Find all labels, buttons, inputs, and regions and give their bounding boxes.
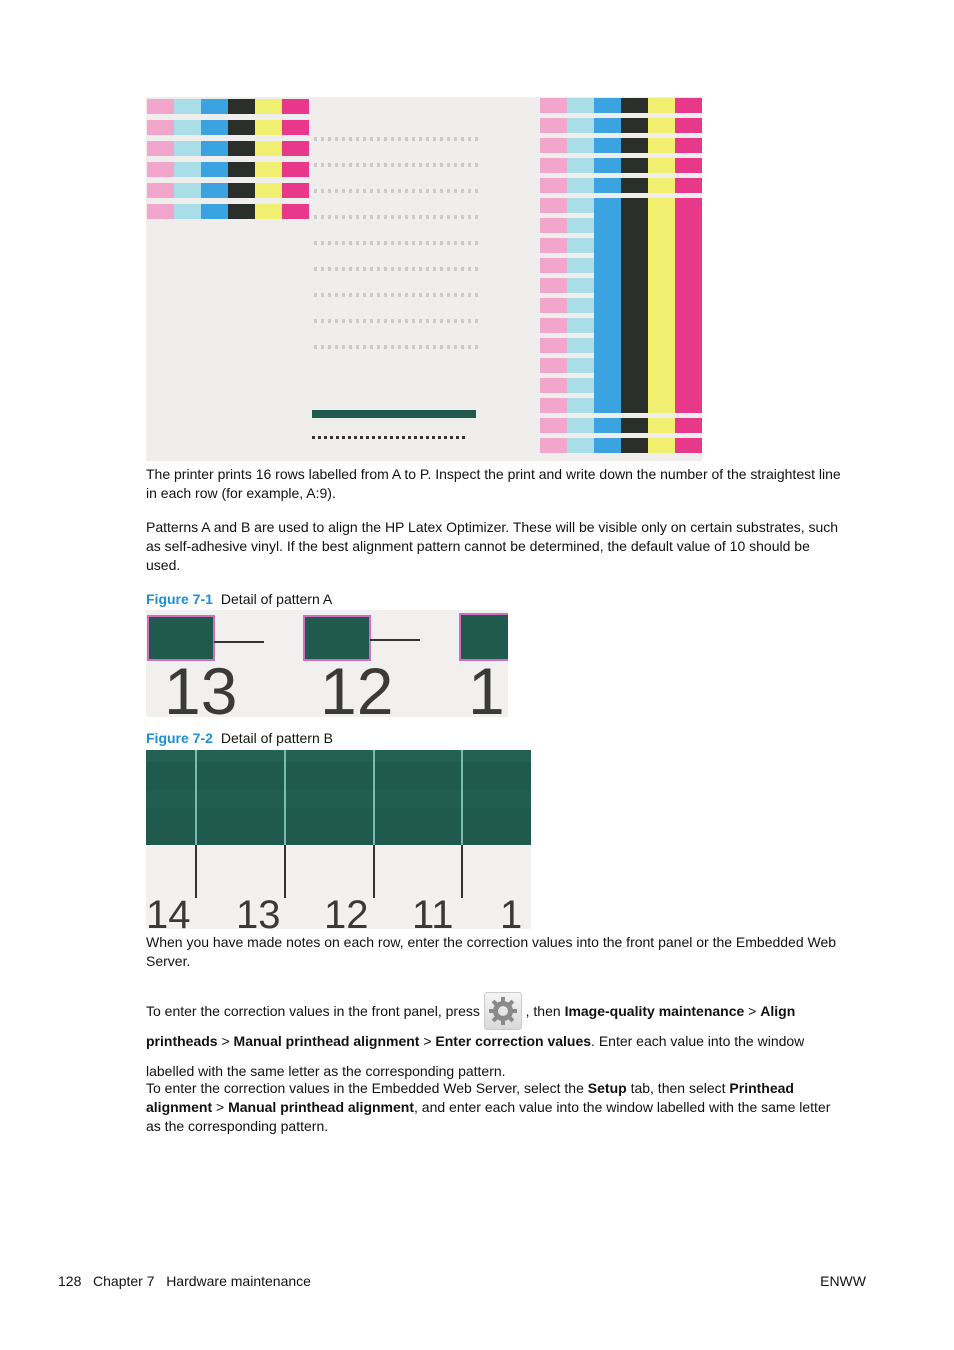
- page-number: 128: [58, 1273, 82, 1289]
- figure-label: Figure 7-2: [146, 730, 213, 746]
- chapter-title: Hardware maintenance: [166, 1273, 311, 1289]
- front-panel-paragraph: [146, 996, 846, 1086]
- figure-caption: Detail of pattern A: [220, 591, 333, 607]
- pattern-b-number: 14: [146, 893, 191, 929]
- text-span: . Enter each value into the window labelled with the same letter as the corresponding pattern.: [146, 1033, 805, 1079]
- pattern-b-number: 13: [236, 893, 281, 929]
- text-span: To enter the correction values in the Embedded Web Server, select the: [146, 1080, 584, 1096]
- text-span: , and enter each value into the window labelled with the same letter as the corresponding pattern.: [146, 1099, 831, 1134]
- pattern-a-number: 13: [164, 654, 238, 717]
- ews-paragraph: [146, 1079, 846, 1136]
- ews-manual-printhead-alignment: Manual printhead alignment: [228, 1099, 414, 1115]
- pattern-b-number: 1: [500, 893, 523, 929]
- path-separator: >: [748, 1003, 757, 1019]
- figure-7-1-caption: [146, 590, 332, 608]
- text-span: To enter the correction values in the front panel, press: [146, 1003, 480, 1019]
- patterns-paragraph: Patterns A and B are used to align the HP Latex Optimizer. These will be visible only on certain substrates, such as self-adhesive vinyl. If the best alignment pattern cannot be determined, the default value of 10 should be used.: [146, 519, 839, 573]
- figure-label: Figure 7-1: [146, 591, 213, 607]
- menu-path-image-quality-maintenance: Image-quality maintenance: [564, 1003, 745, 1019]
- figure-7-2-caption: [146, 729, 333, 747]
- pattern-a-number: 12: [320, 654, 394, 717]
- pattern-a-number: 1: [468, 654, 505, 717]
- menu-path-enter-correction-values: Enter correction values: [435, 1033, 592, 1049]
- text-span: , then: [525, 1003, 561, 1019]
- pattern-b-detail-photo: [146, 750, 531, 929]
- chapter-label: Chapter 7: [93, 1273, 155, 1289]
- pattern-a-detail-photo: [146, 610, 508, 717]
- pattern-b-number: 11: [412, 893, 454, 929]
- settings-gear-icon: [484, 992, 522, 1030]
- ews-setup-tab: Setup: [587, 1080, 627, 1096]
- figure-caption: Detail of pattern B: [220, 730, 333, 746]
- path-separator: >: [216, 1099, 225, 1115]
- notes-paragraph: When you have made notes on each row, enter the correction values into the front panel or the Embedded Web Server.: [146, 934, 837, 969]
- ews-printhead-alignment: Printhead alignment: [146, 1080, 794, 1115]
- intro-paragraph: The printer prints 16 rows labelled from A to P. Inspect the print and write down the number of the straightest line in each row (for example, A:9).: [146, 466, 841, 501]
- page-footer-left: [58, 1272, 311, 1290]
- path-separator: >: [423, 1033, 432, 1049]
- pattern-b-number: 12: [324, 893, 369, 929]
- page-footer-right: ENWW: [820, 1273, 866, 1289]
- path-separator: >: [221, 1033, 230, 1049]
- menu-path-align-printheads: Align printheads: [146, 1003, 796, 1049]
- alignment-print-photo: [146, 97, 702, 461]
- menu-path-manual-printhead-alignment: Manual printhead alignment: [233, 1033, 420, 1049]
- text-span: tab, then select: [630, 1080, 726, 1096]
